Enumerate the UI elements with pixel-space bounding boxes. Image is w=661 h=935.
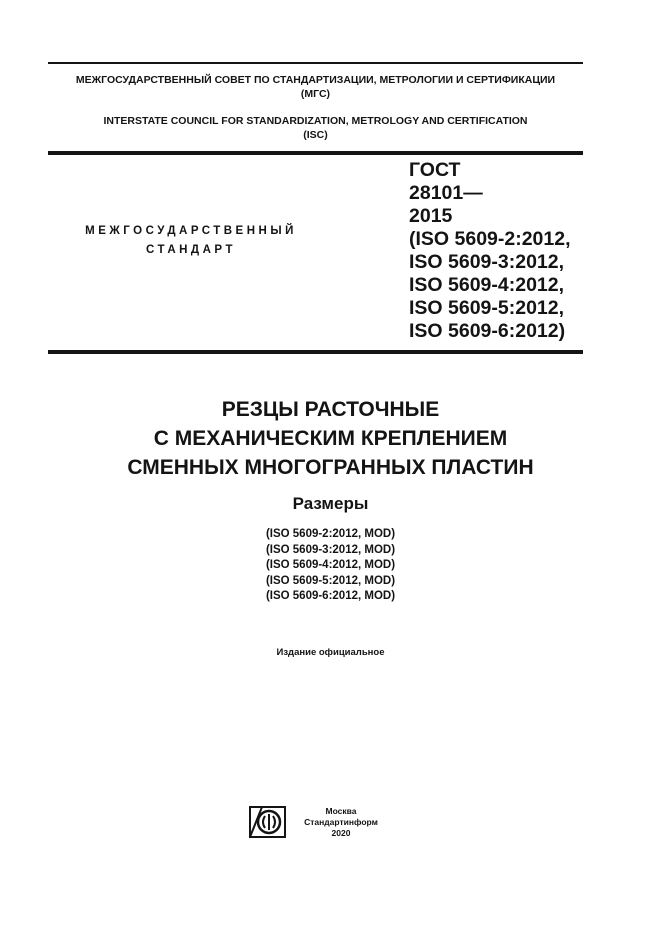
title-line: РЕЗЦЫ РАСТОЧНЫЕ bbox=[221, 398, 440, 421]
council-ru-line1: МЕЖГОСУДАРСТВЕННЫЙ СОВЕТ ПО СТАНДАРТИЗАЦИИ, МЕТРОЛОГИИ И СЕРТИФИКАЦИИ bbox=[75, 74, 556, 86]
publisher-imprint bbox=[296, 806, 386, 839]
designation-line: (ISO 5609-2:2012, bbox=[409, 228, 571, 250]
standard-kind-line2: СТАНДАРТ bbox=[146, 244, 236, 256]
designation-rule bbox=[48, 350, 583, 354]
document-title bbox=[60, 395, 601, 482]
title-line: СМЕННЫХ МНОГОГРАННЫХ ПЛАСТИН bbox=[127, 456, 534, 479]
iso-ref: (ISO 5609-3:2012, MOD) bbox=[265, 543, 396, 556]
designation-line: 28101— bbox=[409, 182, 483, 204]
council-ru bbox=[48, 73, 583, 101]
council-ru-line2: (МГС) bbox=[300, 88, 331, 100]
publisher-year: 2020 bbox=[331, 828, 351, 838]
iso-ref: (ISO 5609-4:2012, MOD) bbox=[265, 559, 396, 571]
iso-references bbox=[60, 527, 601, 605]
top-rule bbox=[48, 62, 583, 64]
standartinform-logo-icon bbox=[249, 806, 286, 838]
iso-ref: (ISO 5609-6:2012, MOD) bbox=[265, 590, 396, 602]
publisher-city: Москва bbox=[325, 806, 357, 816]
iso-ref: (ISO 5609-5:2012, MOD) bbox=[265, 574, 396, 587]
designation-line: ГОСТ bbox=[409, 159, 461, 181]
designation-line: 2015 bbox=[409, 205, 453, 227]
council-en bbox=[48, 114, 583, 142]
standard-kind-line1: МЕЖГОСУДАРСТВЕННЫЙ bbox=[85, 225, 297, 237]
council-en-line1: INTERSTATE COUNCIL FOR STANDARDIZATION, METROLOGY AND CERTIFICATION bbox=[103, 115, 528, 127]
edition-note: Издание официальное bbox=[276, 647, 385, 658]
header-rule bbox=[48, 151, 583, 155]
standard-kind bbox=[62, 222, 320, 260]
designation-line: ISO 5609-3:2012, bbox=[409, 251, 565, 273]
iso-ref: (ISO 5609-2:2012, MOD) bbox=[265, 528, 396, 540]
designation-line: ISO 5609-5:2012, bbox=[409, 297, 565, 319]
document-subtitle: Размеры bbox=[292, 494, 369, 513]
gost-designation bbox=[409, 159, 589, 343]
publisher-name: Стандартинформ bbox=[304, 817, 378, 827]
title-line: С МЕХАНИЧЕСКИМ КРЕПЛЕНИЕМ bbox=[153, 427, 508, 450]
designation-line: ISO 5609-4:2012, bbox=[409, 274, 565, 296]
designation-line: ISO 5609-6:2012) bbox=[409, 320, 566, 342]
council-en-line2: (ISC) bbox=[303, 129, 328, 141]
